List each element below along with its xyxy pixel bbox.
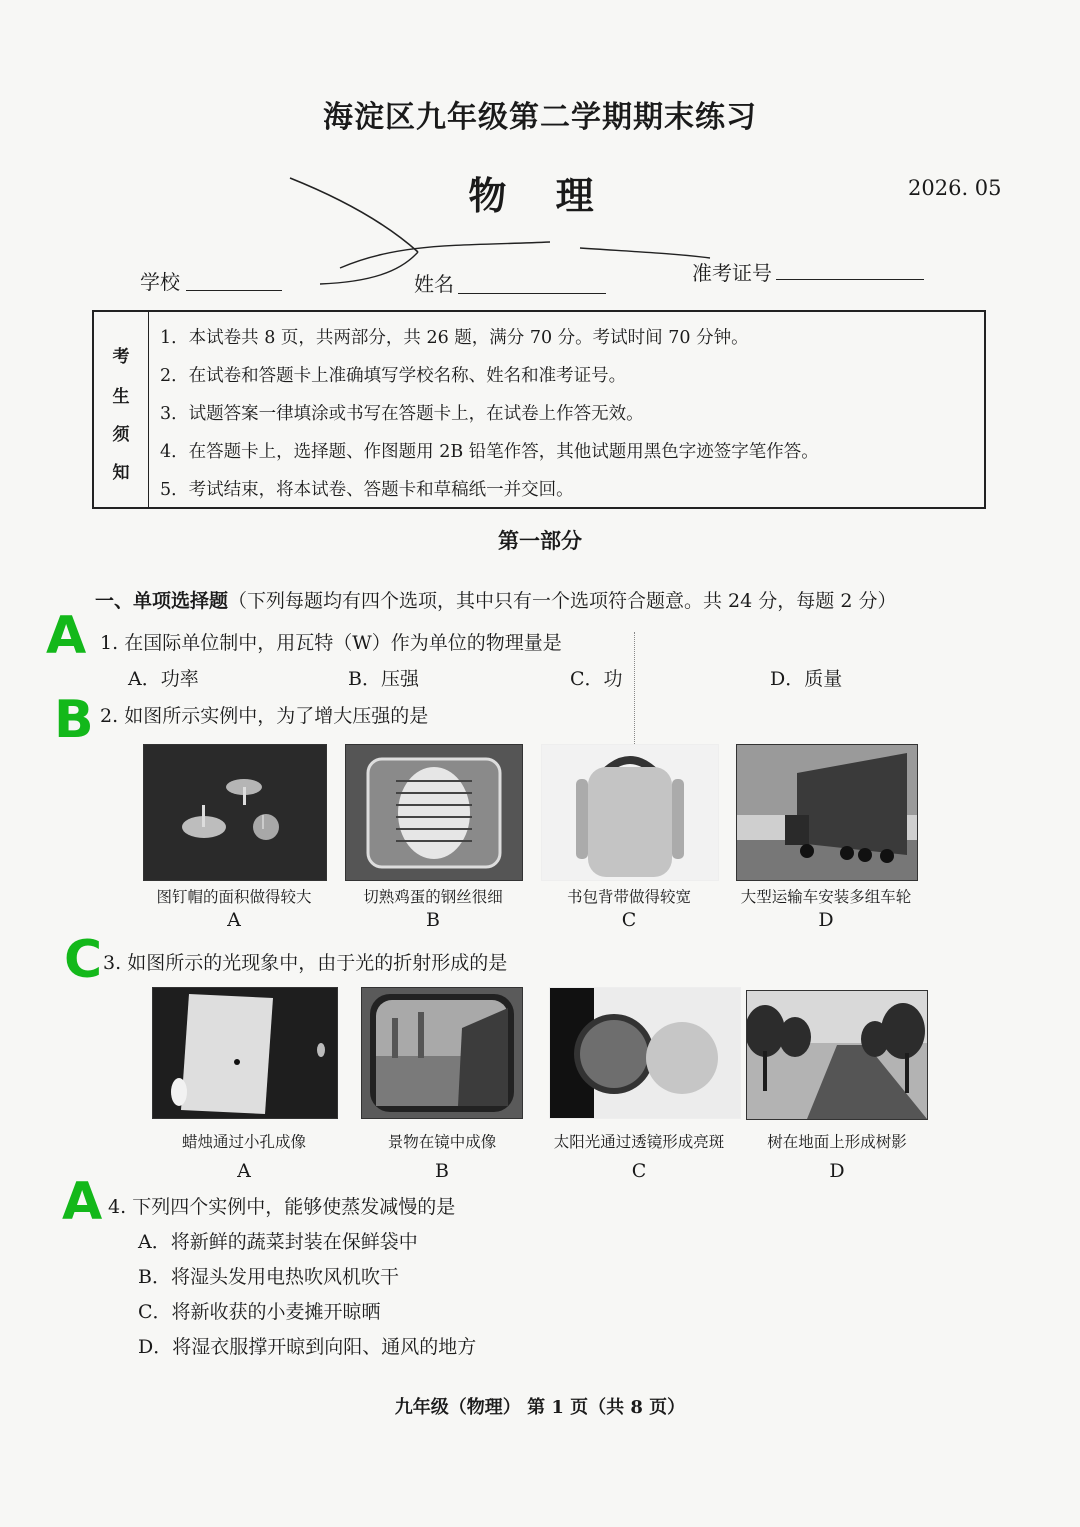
handwritten-answer-q4: A: [62, 1172, 103, 1232]
q4-option-a: A．将新鲜的蔬菜封装在保鲜袋中: [138, 1231, 418, 1253]
name-label: 姓名: [414, 272, 454, 296]
exam-id-label: 准考证号: [692, 261, 772, 285]
q2-caption-a: 图钉帽的面积做得较大: [156, 888, 312, 906]
question-3: [103, 948, 507, 975]
page-footer: 九年级（物理） 第 1 页（共 8 页）: [394, 1397, 686, 1418]
q3-letter-d: D: [829, 1160, 845, 1182]
notice-head-char: 考: [112, 347, 130, 367]
question-number: 2.: [100, 705, 119, 727]
q3-image-c-lens: [549, 987, 741, 1119]
q2-letter-d: D: [818, 909, 834, 931]
section-title: 一、单项选择题: [95, 590, 229, 612]
question-2: [100, 701, 428, 728]
q3-letter-b: B: [435, 1160, 449, 1182]
q1-option-a: A．功率: [128, 668, 199, 690]
question-number: 1.: [100, 632, 119, 654]
school-label: 学校: [140, 270, 180, 294]
q2-image-d-truck: [736, 744, 918, 881]
notice-head-char: 生: [112, 387, 130, 407]
q2-image-b-egg-slicer: [345, 744, 523, 881]
question-text: 如图所示实例中，为了增大压强的是: [124, 705, 429, 727]
notice-box: [92, 310, 986, 509]
question-text: 如图所示的光现象中，由于光的折射形成的是: [127, 952, 508, 974]
q3-letter-a: A: [237, 1160, 251, 1182]
q2-caption-c: 书包背带做得较宽: [566, 888, 691, 906]
q1-option-b: B．压强: [348, 668, 419, 690]
q3-image-d-tree-shadow: [746, 990, 928, 1120]
school-input-line[interactable]: [186, 290, 282, 291]
notice-item: 1．本试卷共 8 页，共两部分，共 26 题，满分 70 分。考试时间 70 分钟。: [160, 328, 749, 348]
exam-title: 海淀区九年级第二学期期末练习: [323, 100, 757, 135]
handwritten-answer-q2: B: [54, 690, 94, 750]
q2-image-c-backpack: [541, 744, 719, 881]
pen-scribble: [280, 172, 720, 292]
question-text: 在国际单位制中，用瓦特（W）作为单位的物理量是: [124, 632, 562, 654]
q2-letter-b: B: [426, 909, 440, 931]
q3-caption-b: 景物在镜中成像: [387, 1133, 497, 1151]
notice-item: 2．在试卷和答题卡上准确填写学校名称、姓名和准考证号。: [160, 366, 627, 386]
question-text: 下列四个实例中，能够使蒸发减慢的是: [132, 1196, 456, 1218]
handwritten-answer-q1: A: [46, 606, 87, 666]
section-heading: [95, 586, 896, 613]
q1-option-c: C．功: [570, 668, 623, 690]
q2-image-a-thumbtacks: [143, 744, 327, 881]
q3-caption-d: 树在地面上形成树影: [767, 1133, 907, 1151]
q4-option-c: C．将新收获的小麦摊开晾晒: [138, 1301, 381, 1323]
q1-option-d: D．质量: [770, 668, 843, 690]
scan-mark: [634, 632, 635, 750]
exam-id-input-line[interactable]: [776, 279, 924, 280]
notice-head-char: 知: [112, 463, 130, 483]
q2-letter-c: C: [621, 909, 637, 931]
section-desc: （下列每题均有四个选项，其中只有一个选项符合题意。共 24 分，每题 2 分）: [228, 590, 897, 612]
q4-option-b: B．将湿头发用电热吹风机吹干: [138, 1266, 399, 1288]
q4-option-d: D．将湿衣服撑开晾到向阳、通风的地方: [138, 1336, 477, 1358]
question-1: [100, 628, 562, 655]
q3-caption-c: 太阳光通过透镜形成亮斑: [553, 1133, 725, 1151]
q2-caption-b: 切熟鸡蛋的钢丝很细: [363, 888, 503, 906]
notice-head-char: 须: [112, 425, 130, 445]
question-number: 4.: [108, 1196, 127, 1218]
subject-title: 物 理: [468, 173, 612, 218]
q2-caption-d: 大型运输车安装多组车轮: [740, 888, 912, 906]
q3-letter-c: C: [631, 1160, 647, 1182]
q3-image-b-mirror: [361, 987, 523, 1119]
part-title: 第一部分: [498, 528, 582, 553]
name-input-line[interactable]: [458, 293, 606, 294]
question-4: [108, 1192, 455, 1219]
q3-image-a-pinhole: [152, 987, 338, 1119]
exam-date: 2026. 05: [908, 176, 1002, 200]
q3-caption-a: 蜡烛通过小孔成像: [181, 1133, 306, 1151]
handwritten-answer-q3: C: [64, 930, 103, 990]
notice-item: 5．考试结束，将本试卷、答题卡和草稿纸一并交回。: [160, 480, 574, 500]
notice-item: 4．在答题卡上，选择题、作图题用 2B 铅笔作答，其他试题用黑色字迹签字笔作答。: [160, 442, 819, 462]
notice-heading: [94, 312, 149, 507]
question-number: 3.: [103, 952, 122, 974]
q2-letter-a: A: [227, 909, 241, 931]
notice-item: 3．试题答案一律填涂或书写在答题卡上，在试卷上作答无效。: [160, 404, 644, 424]
